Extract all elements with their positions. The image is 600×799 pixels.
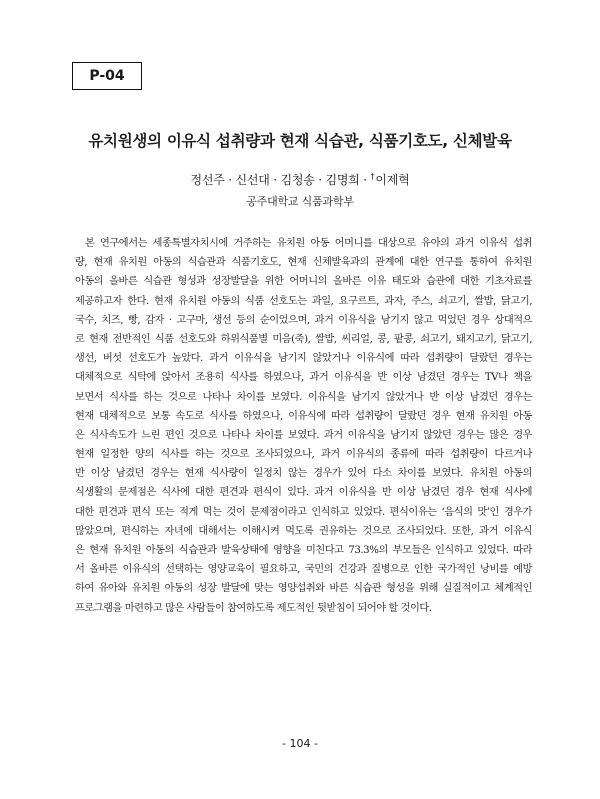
abstract-line: 제공하고자 한다. 현재 유치원 아동의 식품 선호도는 과일, 요구르트, 과자, 주스, 쇠고기, 쌀밥, 닭고기, — [75, 295, 532, 307]
author-list — [0, 171, 600, 188]
abstract-line: 량, 현재 유치원 아동의 식습관과 식품기호도, 현재 신체발육과의 관계에 대한 연구를 통하여 유치원 — [75, 257, 532, 269]
abstract-line: 많았으며, 편식하는 자녀에 대해서는 이해시켜 먹도록 권유하는 것으로 조사되었다. 또한, 과거 이유식 — [75, 525, 532, 537]
abstract-line: 식생활의 문제점은 식사에 대한 편견과 편식이 있다. 과거 이유식을 반 이상 남겼던 경우 현재 식사에 — [75, 487, 532, 499]
abstract-line: 반 이상 남겼던 경우는 현재 식사량이 일정치 않는 경우가 있어 다소 차이를 보였다. 유치원 아동의 — [75, 468, 532, 480]
abstract-line: 본 연구에서는 세종특별자치시에 거주하는 유치원 아동 어머니를 대상으로 유아의 과거 이유식 섭취 — [85, 238, 532, 249]
corresponding-author-name: 이제혁 — [375, 173, 410, 187]
page-number: - 104 - — [282, 737, 318, 750]
paper-title: 유치원생의 이유식 섭취량과 현재 식습관, 식품기호도, 신체발육 — [88, 132, 512, 150]
abstract-line: 하여 유아와 유치원 아동의 성장 발달에 맞는 영양섭취와 바른 식습관 형성을 위해 실질적이고 체계적인 — [75, 583, 532, 595]
abstract-line: 대체적으로 식탁에 앉아서 조용히 식사를 하였으나, 과거 이유식을 반 이상 남겼던 경우는 TV나 책을 — [75, 372, 532, 384]
poster-code-badge: P-04 — [72, 62, 142, 90]
abstract-line: 아동의 올바른 식습관 형성과 성장발달을 위한 어머니의 올바른 이유 태도와 습관에 대한 기초자료를 — [75, 276, 532, 288]
abstract-line: 보면서 식사를 하는 것으로 나타나 차이를 보였다. 이유식을 남기지 않았거나 반 이상 남겼던 경우는 — [75, 391, 532, 403]
abstract-line: 대한 편견과 편식 또는 적게 먹는 것이 문제점이라고 인식하고 있었다. 편식이유는 ‘음식의 맛’인 경우가 — [75, 506, 532, 518]
abstract-line: 생선, 버섯 선호도가 높았다. 과거 이유식을 남기지 않았거나 이유식에 따라 섭취량이 달랐던 경우는 — [75, 353, 532, 365]
corresponding-author-marker: † — [370, 172, 375, 181]
abstract-line: 현재 대체적으로 보통 속도로 식사를 하였으나, 이유식에 따라 섭취량이 달랐던 경우 현재 유치원 아동 — [75, 410, 532, 422]
abstract-line: 국수, 치즈, 빵, 감자 · 고구마, 생선 등의 순이었으며, 과거 이유식을 남기지 않고 먹었던 경우 상대적으 — [75, 314, 532, 326]
abstract-line: 현재 일정한 양의 식사를 하는 것으로 조사되었으나, 과거 이유식의 종류에 따라 섭취량이 다르거나 — [75, 449, 532, 461]
abstract-body — [75, 234, 532, 618]
author-names: 정선주 · 신선대 · 김청송 · 김명희 · — [190, 173, 371, 187]
abstract-line: 서 올바른 이유식의 선택하는 영양교육이 필요하고, 국민의 건강과 질병으로 인한 국가적인 낭비를 예방 — [75, 564, 532, 576]
abstract-line: 은 현재 유치원 아동의 식습관과 발육상태에 영향을 미친다고 73.3%의 부모들은 인식하고 있었다. 따라 — [75, 545, 532, 556]
affiliation: 공주대학교 식품과학부 — [246, 195, 354, 208]
abstract-line: 프로그램을 마련하고 많은 사람들이 참여하도록 제도적인 뒷받침이 되어야 할 것이다. — [75, 602, 432, 614]
abstract-line: 로 현재 전반적인 식품 선호도와 하위식품별 미음(죽), 쌀밥, 씨리얼, 콩, 팥콩, 쇠고기, 돼지고기, 닭고기, — [75, 333, 532, 345]
abstract-line: 은 식사속도가 느린 편인 것으로 나타나 차이를 보였다. 과거 이유식을 남기지 않았던 경우는 많은 경우 — [75, 429, 532, 441]
